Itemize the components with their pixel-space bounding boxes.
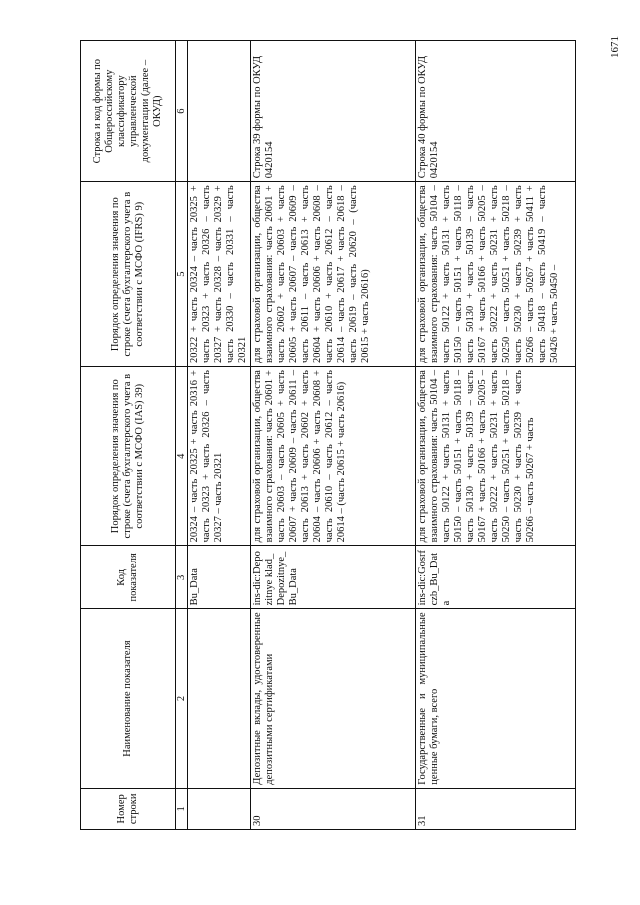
header-indicator-name: Наименование показателя [81,609,176,788]
okud-reference: Строка 39 формы по ОКУД 0420154 [251,41,416,182]
row-number: 30 [251,788,416,829]
rotated-page [80,40,615,830]
indicator-name: Депозитные вклады, удостоверенные депозитными сертификатами [251,609,416,788]
okud-reference [188,41,251,182]
column-numbers-row [176,41,188,830]
okud-reference: Строка 40 формы по ОКУД 0420154 [416,41,576,182]
column-number: 6 [176,41,188,182]
row-number: 31 [416,788,576,829]
header-row [81,41,176,830]
table-row [251,41,416,830]
ias39-formula: для страховой организации, общества взаимного страхования: часть 20601 + часть 20603 – часть 20605 + часть 20607 + часть 20609 – часть 20611 – часть 20613 + часть 20602 + часть 20604 – часть 20606 + часть 20608 + часть 20610 – часть 20612 – часть 20614 – (часть 20615 + часть 20616) [251,367,416,546]
header-okud-form: Строка и код формы по Общероссийскому классификатору управленческой документации (далее – ОКУД) [81,41,176,182]
indicator-code: Bu_Data [188,546,251,609]
ias39-formula: 20324 – часть 20325 + часть 20316 + часть 20323 + часть 20326 – часть 20327 – часть 20321 [188,367,251,546]
ias39-formula: для страховой организации, общества взаимного страхования: часть 50104 – часть 50122 + часть 50131 + часть 50150 – часть 50151 + часть 50118 – часть 50130 + часть 50139 – часть 50167 + часть 50166 + часть 50205 – часть 50222 + часть 50231 + часть 50250 – часть 50251 + часть 50218 – часть 50230 + часть 50239 + часть 50266 – часть 50267 + часть [416,367,576,546]
row-number [188,788,251,829]
indicator-code: ins-dic:Gosrfczb_Bu_Data [416,546,576,609]
header-ifrs9-procedure: Порядок определения значения по строке (счета бухгалтерского учета в соответствии с МСФО (IFRS) 9) [81,182,176,367]
column-number: 1 [176,788,188,829]
page-number: 1671 [609,36,621,58]
indicator-name: Государственные и муниципальные ценные бумаги, всего [416,609,576,788]
indicator-table [80,40,576,830]
ifrs9-formula: для страховой организации, общества взаимного страхования: часть 50104 – часть 50122 + часть 50131 + часть 50150 – часть 50151 + часть 50118 – часть 50130 + часть 50139 – часть 50167 + часть 50166 + часть 50205 – часть 50222 + часть 50231 + часть 50250 – часть 50251 + часть 50218 – часть 50230 + часть 50239 + часть 50266 – часть 50267 + часть 50411 + часть 50418 – часть 50419 – часть 50426 + часть 50450 – [416,182,576,367]
table-row [416,41,576,830]
table-row [188,41,251,830]
indicator-name [188,609,251,788]
ifrs9-formula: 20322 + часть 20324 – часть 20325 + часть 20323 + часть 20326 – часть 20327 + часть 20328 – часть 20329 + часть 20330 – часть 20331 – часть 20321 [188,182,251,367]
column-number: 4 [176,367,188,546]
header-indicator-code: Код показателя [81,546,176,609]
ifrs9-formula: для страховой организации, общества взаимного страхования: часть 20601 + часть 20602 + часть 20603 + часть 20605 + часть 20607 – часть 20609 – часть 20611 – часть 20613 + часть 20604 + часть 20606 + часть 20608 – часть 20610 + часть 20612 – часть 20614 – часть 20617 + часть 20618 – часть 20619 – часть 20620 – (часть 20615 + часть 20616) [251,182,416,367]
column-number: 5 [176,182,188,367]
column-number: 3 [176,546,188,609]
indicator-code: ins-dic:Depozitnye klad_Depozitnye_Bu_Data [251,546,416,609]
header-ias39-procedure: Порядок определения значения по строке (счета бухгалтерского учета в соответствии с МСФО (IAS) 39) [81,367,176,546]
header-row-number: Номер строки [81,788,176,829]
column-number: 2 [176,609,188,788]
